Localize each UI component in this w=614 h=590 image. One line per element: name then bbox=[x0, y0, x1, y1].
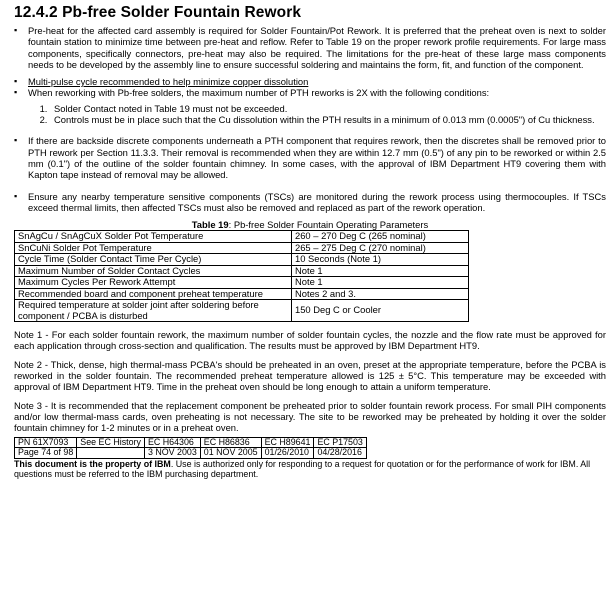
bullet-text: Ensure any nearby temperature sensitive components (TSCs) are monitored during the rework process using thermocouples. If TSCs exceed thermal limits, then affected TSCs must also be removed and replaced as part of the rework operation. bbox=[28, 190, 606, 213]
bullet-tsc bbox=[14, 191, 606, 214]
footer-cell bbox=[200, 448, 261, 459]
footer-cell bbox=[261, 437, 314, 448]
operating-parameters-table bbox=[14, 230, 469, 322]
footer-cell bbox=[261, 448, 314, 459]
footer-ec: EC H89641 bbox=[264, 436, 311, 447]
param-value: Note 1 bbox=[292, 265, 469, 277]
bullet-text: When reworking with Pb-free solders, the maximum number of PTH reworks is 2X with the following conditions: bbox=[28, 87, 490, 99]
param-value: 265 – 275 Deg C (270 nominal) bbox=[292, 242, 469, 254]
bullet-text: Multi-pulse cycle recommended to help minimize copper dissolution bbox=[28, 76, 309, 88]
footer-ec: EC P17503 bbox=[317, 436, 363, 447]
table-caption-label: Table 19 bbox=[191, 219, 229, 231]
footer-cell bbox=[77, 437, 145, 448]
footer-cell bbox=[15, 437, 77, 448]
condition-item: 1. Solder Contact noted in Table 19 must not be exceeded. bbox=[50, 103, 606, 114]
footer-cell bbox=[144, 448, 200, 459]
note-1: Note 1 - For each solder fountain rework, the maximum number of solder fountain cycles, the nozzle and the flow rate must be approved for each application through cross-section and qualification. The results must be approved by IBM Department HT9. bbox=[14, 329, 606, 352]
footer-cell bbox=[314, 437, 366, 448]
param-name: SnCuNi Solder Pot Temperature bbox=[15, 242, 292, 254]
footer-ec: EC H64306 bbox=[147, 436, 194, 447]
param-name: Recommended board and component preheat temperature bbox=[15, 288, 292, 300]
document-page bbox=[14, 4, 606, 479]
footer-row bbox=[15, 437, 367, 448]
table-row bbox=[15, 265, 469, 277]
table-row bbox=[15, 277, 469, 289]
footer-page-number: Page 74 of 98 bbox=[18, 447, 74, 458]
bullet-icon: ▪ bbox=[14, 87, 18, 98]
property-notice-text: . Use is authorized only for responding to a request for quotation or for the performance of work for IBM. All questions must be referred to the IBM purchasing department. bbox=[14, 458, 591, 479]
bullet-icon: ▪ bbox=[14, 190, 18, 201]
param-value: 10 Seconds (Note 1) bbox=[292, 254, 469, 266]
param-name: Cycle Time (Solder Contact Time Per Cycle) bbox=[15, 254, 292, 266]
footer-row bbox=[15, 448, 367, 459]
footer-cell bbox=[144, 437, 200, 448]
table-row bbox=[15, 254, 469, 266]
footer-date: 04/28/2016 bbox=[317, 447, 362, 458]
bullet-preheat bbox=[14, 25, 606, 70]
param-name: Maximum Number of Solder Contact Cycles bbox=[15, 265, 292, 277]
param-value: Note 1 bbox=[292, 277, 469, 289]
bullet-icon: ▪ bbox=[14, 76, 18, 87]
table-caption-text: : Pb-free Solder Fountain Operating Parameters bbox=[228, 219, 429, 231]
footer-table bbox=[14, 437, 367, 459]
table-row bbox=[15, 231, 469, 243]
param-name: Maximum Cycles Per Rework Attempt bbox=[15, 277, 292, 289]
footer-date: 3 NOV 2003 bbox=[147, 447, 197, 458]
table-row bbox=[15, 242, 469, 254]
bullet-text: If there are backside discrete components underneath a PTH component that requires rework, then the discretes shall be removed prior to PTH rework per Section 11.3.3. Their removal is recommended when they are within 12.7 mm (0.5") of any pin to be reworked or within 2.5 mm (0.1") of the outline of the solder fountain chimney. In some cases, with the approval of IBM Department HT9 covering them with Kapton tape instead of removal may be allowed. bbox=[28, 135, 606, 181]
param-name: SnAgCu / SnAgCuX Solder Pot Temperature bbox=[15, 231, 292, 243]
param-name: Required temperature at solder joint after soldering before component / PCBA is disturbed bbox=[15, 300, 292, 322]
bullet-icon: ▪ bbox=[14, 135, 18, 146]
footer-date: 01/26/2010 bbox=[264, 447, 309, 458]
param-value: 260 – 270 Deg C (265 nominal) bbox=[292, 231, 469, 243]
property-notice bbox=[14, 459, 606, 479]
section-title: 12.4.2 Pb-free Solder Fountain Rework bbox=[14, 4, 302, 21]
bullet-multipulse bbox=[14, 76, 606, 87]
conditions-list bbox=[14, 103, 606, 126]
footer-part-number: PN 61X7093 bbox=[18, 436, 69, 447]
table-row bbox=[15, 288, 469, 300]
footer-date: 01 NOV 2005 bbox=[203, 447, 258, 458]
condition-item: 2. Controls must be in place such that the Cu dissolution within the PTH results in a minimum of 0.013 mm (0.0005") of Cu thickness. bbox=[50, 114, 606, 125]
bullet-text: Pre-heat for the affected card assembly is required for Solder Fountain/Pot Rework. It is preferred that the preheat oven is next to solder fountain station to minimize time between pre-heat and reflow. Refer to Table 19 on the proper rework profile requirements. For large mass components, specifically connectors, pre-heat may also be required. The limitations for the pre-heat of these large mass components needs to be developed by the assembly line to ensure successful soldering and maintains the form, fit, and function of the component. bbox=[28, 25, 606, 70]
bullet-backside bbox=[14, 135, 606, 180]
note-3: Note 3 - It is recommended that the replacement component be preheated prior to solder fountain rework process. For small PIH components and/or low thermal-mass cards, oven preheating is not necessary. The site to be reworked may be preheated by holding it over the solder fountain chimney for 1-2 minutes or in a preheat oven. bbox=[14, 399, 606, 434]
footer-ec-history: See EC History bbox=[80, 436, 141, 447]
footer-cell bbox=[314, 448, 366, 459]
property-notice-bold: This document is the property of IBM bbox=[14, 458, 171, 469]
bullet-pth bbox=[14, 87, 606, 98]
footer-cell bbox=[15, 448, 77, 459]
param-value: 150 Deg C or Cooler bbox=[292, 300, 469, 322]
param-value: Notes 2 and 3. bbox=[292, 288, 469, 300]
footer-cell bbox=[200, 437, 261, 448]
table-row bbox=[15, 300, 469, 322]
bullet-icon: ▪ bbox=[14, 25, 18, 35]
note-2: Note 2 - Thick, dense, high thermal-mass PCBA's should be preheated in an oven, preset at the appropriate temperature, before the PCBA is reworked in the solder fountain. The recommended preheat temperature allowed is 125 ± 5°C. This temperature may be exceeded with approval of IBM Department HT9. Time in the preheat oven should be long enough to attain a uniform temperature. bbox=[14, 358, 606, 393]
footer-ec: EC H86836 bbox=[203, 436, 250, 447]
footer-cell bbox=[77, 448, 145, 459]
table-caption bbox=[14, 219, 606, 230]
